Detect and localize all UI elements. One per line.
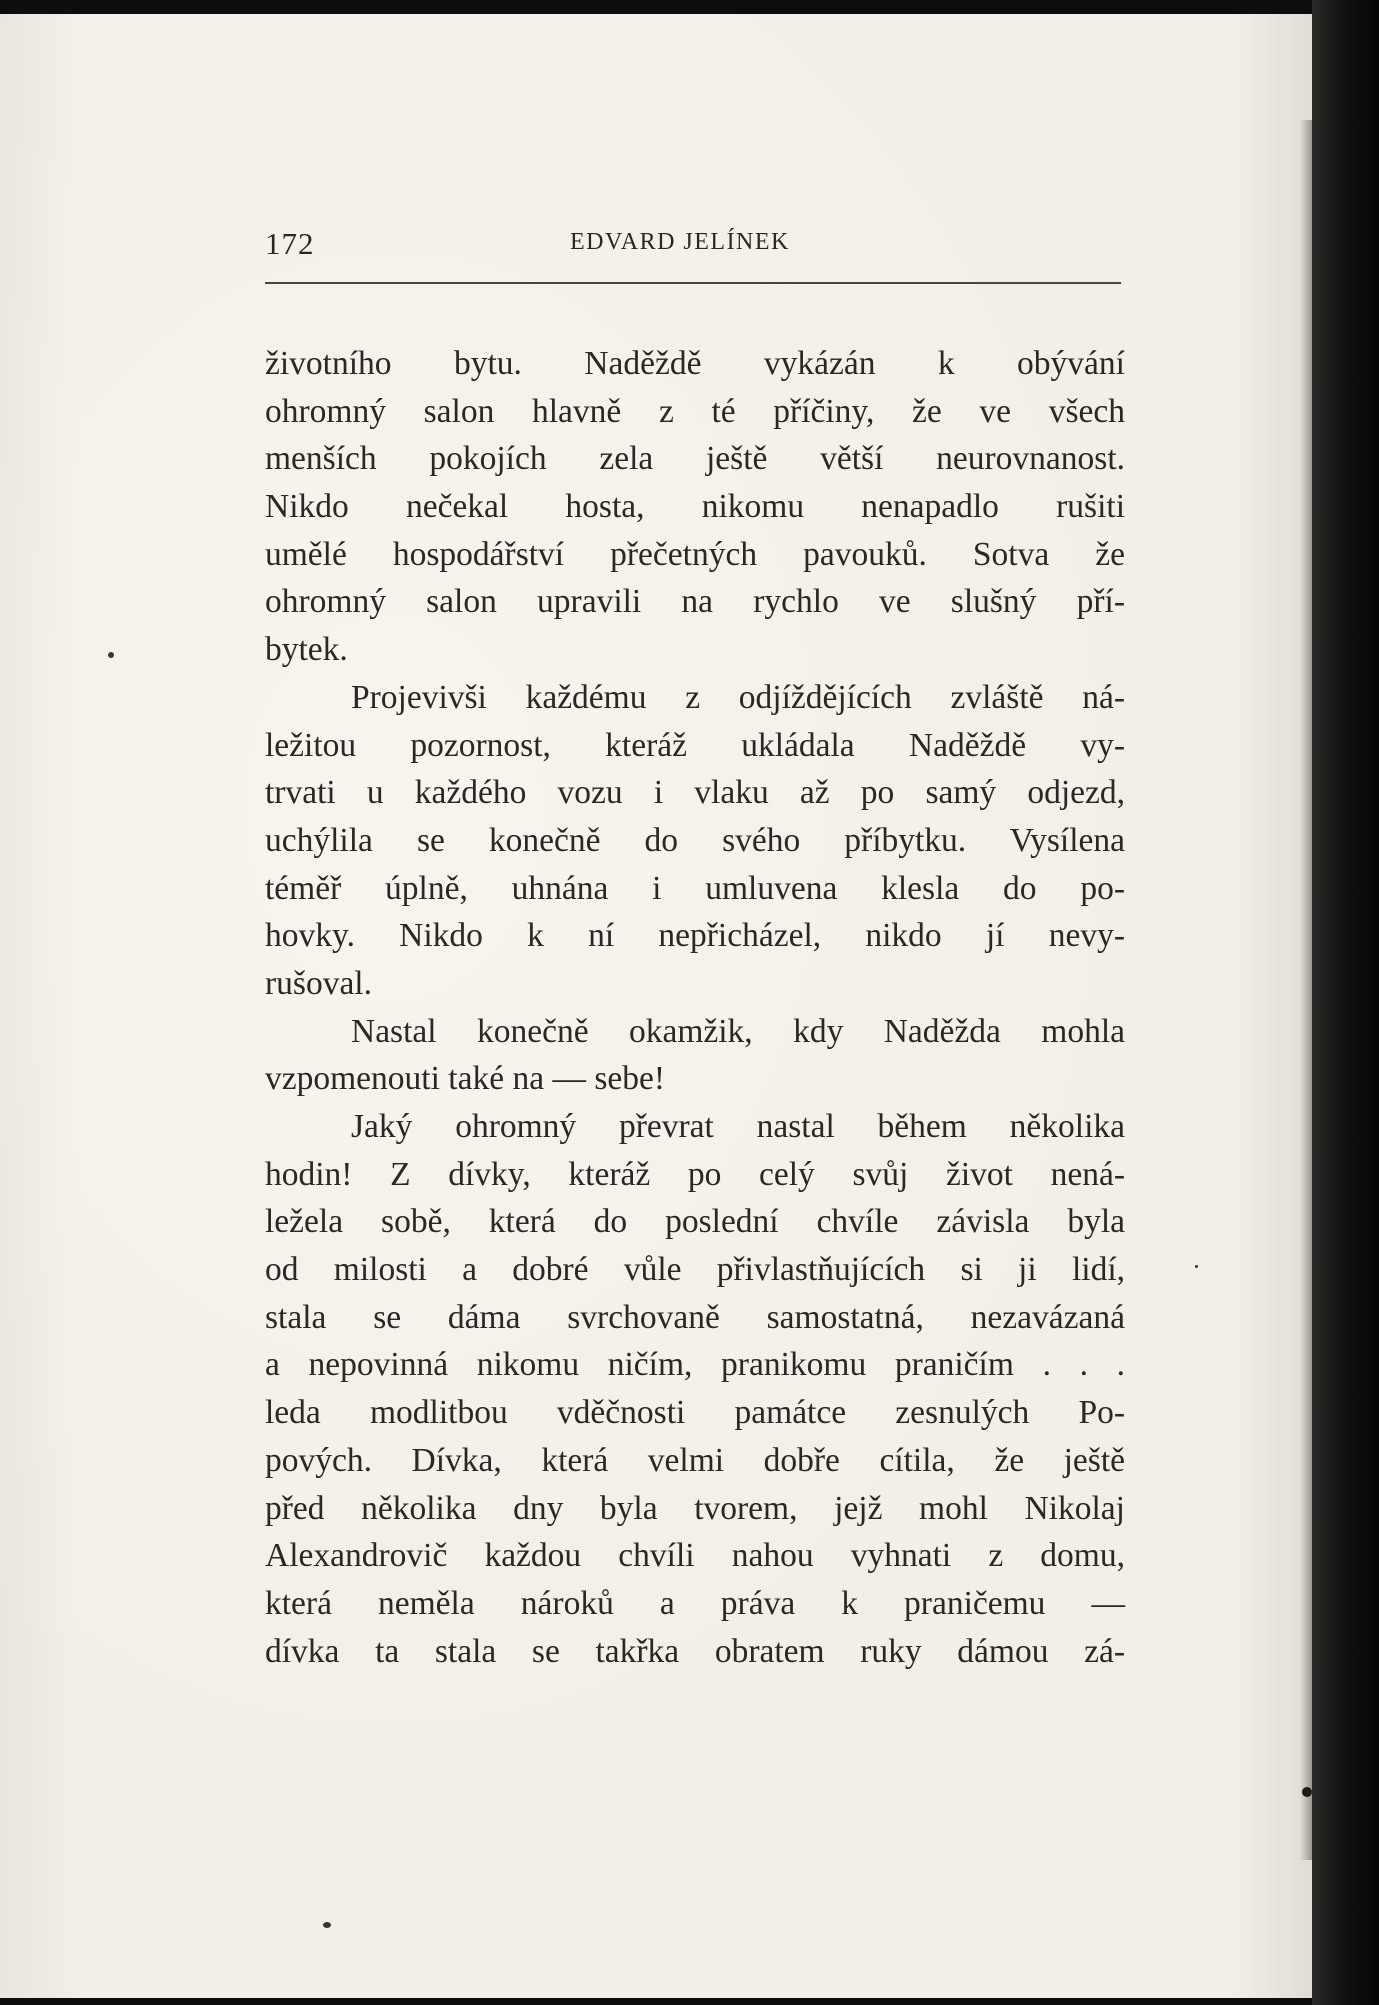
- text-line: ležitou pozornost, kteráž ukládala Naděždě vy-: [265, 726, 1125, 764]
- running-head: EDVARD JELÍNEK: [570, 229, 790, 255]
- text-line: umělé hospodářství přečetných pavouků. Sotva že: [265, 535, 1125, 573]
- page-number: 172: [265, 226, 315, 261]
- text-line: před několika dny byla tvorem, jejž mohl Nikolaj: [265, 1489, 1125, 1527]
- text-line: trvati u každého vozu i vlaku až po samý odjezd,: [265, 774, 1125, 812]
- margin-mark: [1302, 1787, 1312, 1797]
- page-gutter-shadow: [1300, 120, 1312, 1860]
- text-line: životního bytu. Naděždě vykázán k obývání: [265, 345, 1125, 382]
- text-line: a nepovinná nikomu ničím, pranikomu praničím . . .: [265, 1346, 1125, 1384]
- text-line: Alexandrovič každou chvíli nahou vyhnati z domu,: [265, 1537, 1125, 1575]
- text-line: bytek.: [265, 631, 348, 669]
- text-line: téměř úplně, uhnána i umluvena klesla do po-: [265, 869, 1125, 907]
- text-line: Nikdo nečekal hosta, nikomu nenapadlo rušiti: [265, 488, 1125, 526]
- text-line: rušoval.: [265, 964, 372, 1002]
- scan-speck: [1195, 1265, 1198, 1268]
- text-line: ohromný salon hlavně z té příčiny, že ve všech: [265, 392, 1125, 430]
- text-line: hovky. Nikdo k ní nepřicházel, nikdo jí nevy-: [265, 917, 1125, 955]
- text-line: dívka ta stala se takřka obratem ruky dámou zá-: [265, 1632, 1125, 1670]
- text-line: Nastal konečně okamžik, kdy Naděžda mohla: [351, 1012, 1125, 1050]
- text-line: Jaký ohromný převrat nastal během několika: [351, 1108, 1125, 1145]
- text-line: která neměla nároků a práva k praničemu —: [265, 1584, 1125, 1622]
- text-line: vzpomenouti také na — sebe!: [265, 1060, 666, 1098]
- page-header: [265, 226, 1121, 266]
- text-line: hodin! Z dívky, kteráž po celý svůj život nená-: [265, 1155, 1125, 1193]
- text-line: ohromný salon upravili na rychlo ve slušný pří-: [265, 583, 1125, 621]
- text-line: uchýlila se konečně do svého příbytku. Vysílena: [265, 821, 1125, 859]
- text-line: leda modlitbou vděčnosti památce zesnulých Po-: [265, 1394, 1125, 1432]
- body-text: [265, 340, 1125, 1675]
- text-line: od milosti a dobré vůle přivlastňujících si ji lidí,: [265, 1251, 1125, 1289]
- scan-speck: [108, 652, 114, 658]
- text-line: Projevivši každému z odjíždějících zvláště ná-: [351, 678, 1125, 716]
- text-line: ležela sobě, která do poslední chvíle závisla byla: [265, 1203, 1125, 1241]
- text-line: stala se dáma svrchovaně samostatná, nezavázaná: [265, 1298, 1125, 1336]
- scan-speck: [323, 1922, 331, 1928]
- text-line: menších pokojích zela ještě větší neurovnanost.: [265, 440, 1125, 478]
- text-line: pových. Dívka, která velmi dobře cítila, že ještě: [265, 1441, 1125, 1479]
- book-spine: [1312, 0, 1379, 2005]
- header-rule: [265, 282, 1121, 284]
